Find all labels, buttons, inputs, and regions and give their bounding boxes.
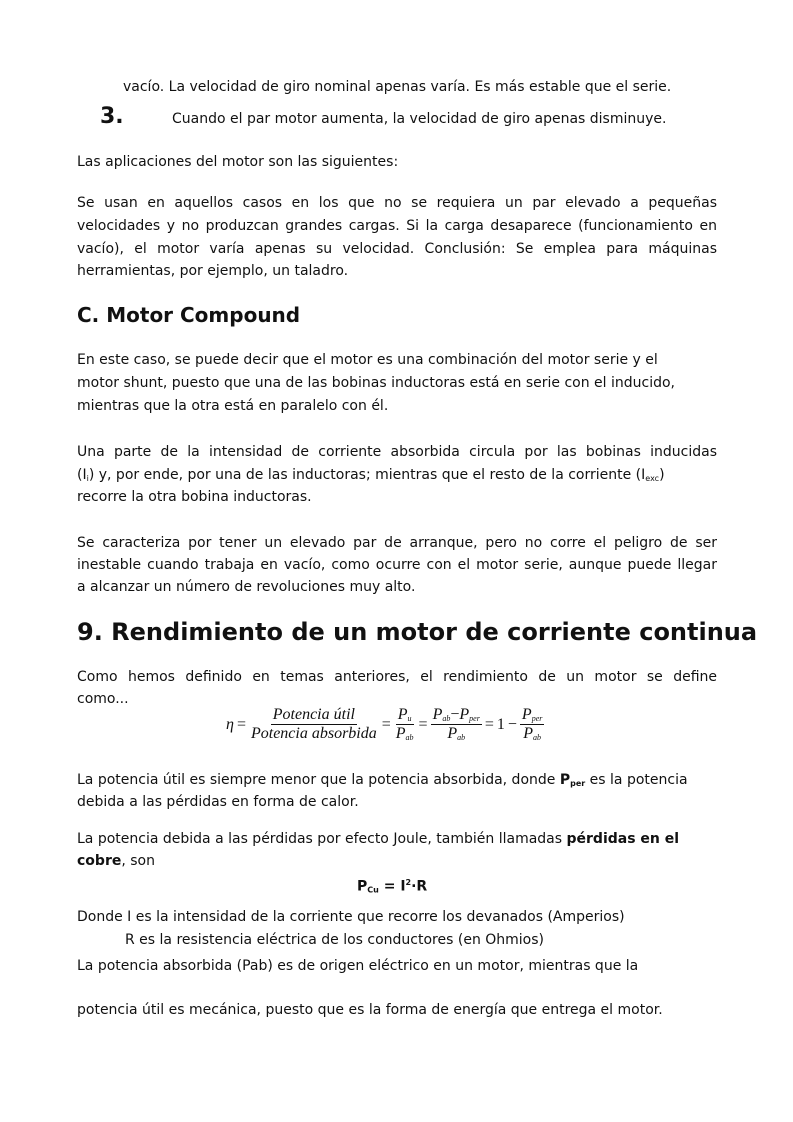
paragraph-line: recorre la otra bobina inductoras.	[77, 489, 312, 505]
paragraph-line: Como hemos definido en temas anteriores, el rendimiento de un motor se define	[77, 669, 717, 685]
paragraph-line: como...	[77, 691, 129, 707]
text: ) y, por ende, por una de las inductoras; mientras que el resto de la corriente (I	[88, 467, 646, 483]
subscript: i	[86, 474, 89, 483]
section-heading: C. Motor Compound	[77, 303, 301, 327]
paragraph-line: herramientas, por ejemplo, un taladro.	[77, 263, 349, 279]
paragraph-line: debida a las pérdidas en forma de calor.	[77, 794, 359, 810]
paragraph-line: Una parte de la intensidad de corriente absorbida circula por las bobinas inducidas	[77, 444, 717, 460]
paragraph-line: vacío. La velocidad de giro nominal apenas varía. Es más estable que el serie.	[123, 79, 672, 95]
joule-formula: $P_{Cu} = I^2\cdot R$	[357, 878, 428, 895]
list-item-text: Cuando el par motor aumenta, la velocidad de giro apenas disminuye.	[172, 111, 667, 127]
text: )	[659, 467, 665, 483]
paragraph-line: mientras que la otra está en paralelo con él.	[77, 398, 389, 414]
paragraph-line: motor shunt, puesto que una de las bobinas inductoras está en serie con el inducido,	[77, 375, 676, 391]
paragraph-line: La potencia útil es siempre menor que la potencia absorbida, donde $P_{per}$ es la potencia	[77, 772, 688, 788]
paragraph-line: cobre, son	[77, 853, 155, 869]
paragraph-line: La potencia absorbida (Pab) es de origen eléctrico en un motor, mientras que la	[77, 958, 639, 974]
paragraph-line: Donde I es la intensidad de la corriente que recorre los devanados (Amperios)	[77, 909, 625, 925]
efficiency-formula: η = $\frac{\text{Potencia útil}}{\text{Potencia absorbida}}$ = $\frac{P_u}{P_{ab}}$ = $\frac{P_{ab}-P_{per}}{P_{ab}}$ = 1 − $\frac{P_{per}}{P_{ab}}$	[226, 706, 543, 742]
paragraph-line: Se usan en aquellos casos en los que no se requiera un par elevado a pequeñas	[77, 195, 717, 211]
subscript: exc	[645, 474, 660, 483]
paragraph-line: inestable cuando trabaja en vacío, como ocurre con el motor serie, aunque puede llegar	[77, 557, 717, 573]
paragraph-line: a alcanzar un número de revoluciones muy alto.	[77, 579, 416, 595]
paragraph-line: Se caracteriza por tener un elevado par de arranque, pero no corre el peligro de ser	[77, 535, 717, 551]
section-heading: 9. Rendimiento de un motor de corriente continua	[77, 618, 758, 646]
paragraph-line: vacío), el motor varía apenas su velocidad. Conclusión: Se emplea para máquinas	[77, 241, 717, 257]
paragraph: Las aplicaciones del motor son las siguientes:	[77, 154, 399, 170]
text: (I	[77, 467, 87, 483]
paragraph-line: La potencia debida a las pérdidas por efecto Joule, también llamadas pérdidas en el	[77, 831, 680, 847]
paragraph-line: R es la resistencia eléctrica de los conductores (en Ohmios)	[125, 932, 545, 948]
list-number: 3.	[100, 104, 124, 129]
paragraph-line: velocidades y no produzcan grandes cargas. Si la carga desaparece (funcionamiento en	[77, 218, 717, 234]
paragraph-line	[77, 466, 717, 488]
paragraph-line: potencia útil es mecánica, puesto que es la forma de energía que entrega el motor.	[77, 1002, 663, 1018]
paragraph-line: En este caso, se puede decir que el motor es una combinación del motor serie y el	[77, 352, 658, 368]
